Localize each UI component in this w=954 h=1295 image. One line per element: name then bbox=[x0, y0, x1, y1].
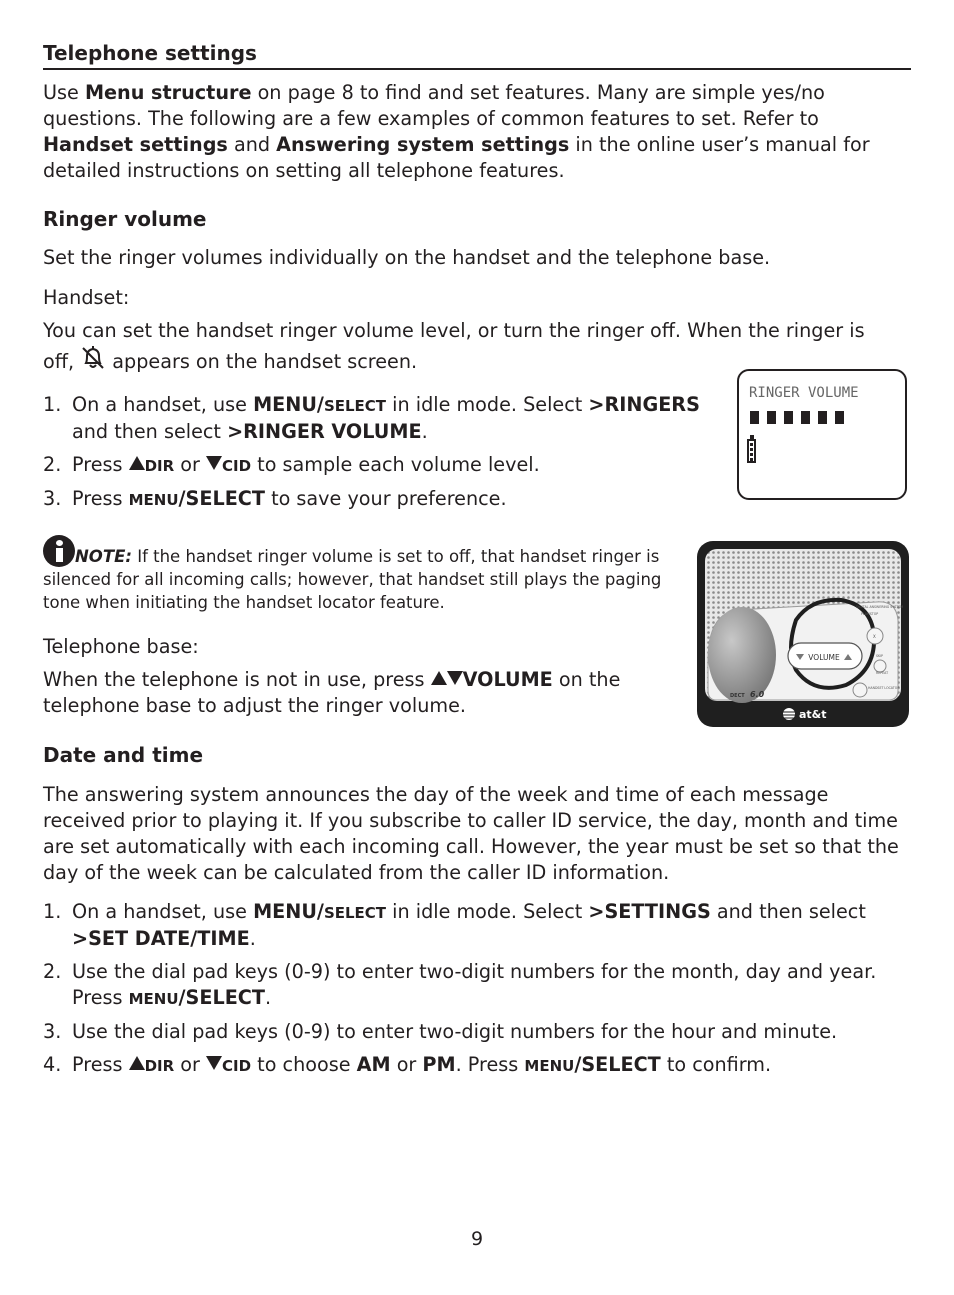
handset-screen-illustration bbox=[737, 369, 907, 500]
telephone-base-illustration bbox=[696, 540, 910, 728]
list-item: 3. Press MENU/SELECT to save your preference. bbox=[43, 487, 507, 510]
att-logo bbox=[783, 708, 827, 721]
small-label: PLAY/STOP bbox=[861, 612, 879, 616]
small-label: HANDSET LOCATOR bbox=[868, 686, 900, 690]
up-arrow-icon bbox=[129, 1056, 145, 1070]
date-steps-list bbox=[43, 899, 903, 1079]
up-arrow-icon bbox=[431, 671, 447, 685]
base-paragraph: When the telephone is not in use, press VOLUME on the telephone base to adjust the ringer volume. bbox=[43, 668, 621, 717]
down-arrow-icon bbox=[447, 671, 463, 685]
list-item: 1. On a handset, use MENU/SELECT in idle mode. Select >RINGERS and then select >RINGER VOLUME. bbox=[43, 393, 700, 443]
intro-paragraph: Use Menu structure on page 8 to find and set features. Many are simple yes/no questions. The following are a few examples of common features to set. Refer to Handset settings and Answering system settings in the online user’s manual for detailed instructions on setting all telephone features. bbox=[43, 81, 870, 182]
list-item: 4. Press DIR or CID to choose AM or PM. Press MENU/SELECT to confirm. bbox=[43, 1053, 772, 1076]
list-item: 1. On a handset, use MENU/SELECT in idle mode. Select >SETTINGS and then select >SET DATE/TIME. bbox=[43, 900, 866, 950]
date-description: The answering system announces the day of the week and time of each message received prior to playing it. If you subscribe to caller ID service, the day, month and time are set automatically with each incoming call. However, the year must be set so that the day of the week can be calculated from the caller ID information. bbox=[43, 783, 899, 884]
small-label: REPEAT bbox=[876, 671, 889, 675]
down-arrow-icon bbox=[206, 1056, 222, 1070]
battery-icon bbox=[747, 439, 756, 463]
ringer-off-icon bbox=[80, 344, 106, 379]
base-label: Telephone base: bbox=[43, 635, 199, 658]
list-item: 2. Use the dial pad keys (0-9) to enter two-digit numbers for the month, day and year. Press MENU/SELECT. bbox=[43, 960, 877, 1009]
brand-label: at&t bbox=[799, 708, 827, 721]
page-number: 9 bbox=[470, 1228, 484, 1250]
ringer-description: Set the ringer volumes individually on the handset and the telephone base. bbox=[43, 246, 771, 269]
dect-label: DECT bbox=[730, 693, 745, 699]
small-label: SKIP bbox=[876, 654, 883, 658]
list-item: 2. Press DIR or CID to sample each volume level. bbox=[43, 453, 540, 476]
date-time-heading: Date and time bbox=[43, 743, 204, 767]
screen-text: RINGER VOLUME bbox=[749, 385, 859, 401]
ringer-steps-list bbox=[43, 392, 733, 513]
handset-label: Handset: bbox=[43, 286, 130, 309]
info-icon bbox=[43, 535, 75, 567]
up-arrow-icon bbox=[129, 456, 145, 470]
volume-label: VOLUME bbox=[808, 653, 840, 662]
small-label: DIGITAL ANSWERING SYSTEM bbox=[856, 605, 903, 609]
dect-version: 6.0 bbox=[750, 690, 765, 699]
note-paragraph: NOTE: If the handset ringer volume is set to off, that handset ringer is silenced for all incoming calls; however, that handset still plays the paging tone when initiating the handset locator feature. bbox=[43, 535, 683, 614]
down-arrow-icon bbox=[206, 456, 222, 470]
small-label: X bbox=[873, 634, 876, 639]
section-title: Telephone settings bbox=[43, 38, 911, 70]
list-item: 3. Use the dial pad keys (0-9) to enter two-digit numbers for the hour and minute. bbox=[43, 1020, 838, 1043]
volume-bars bbox=[750, 409, 852, 428]
ringer-volume-heading: Ringer volume bbox=[43, 207, 207, 231]
handset-paragraph: You can set the handset ringer volume level, or turn the ringer off. When the ringer is off, appears on the handset screen. bbox=[43, 318, 893, 379]
